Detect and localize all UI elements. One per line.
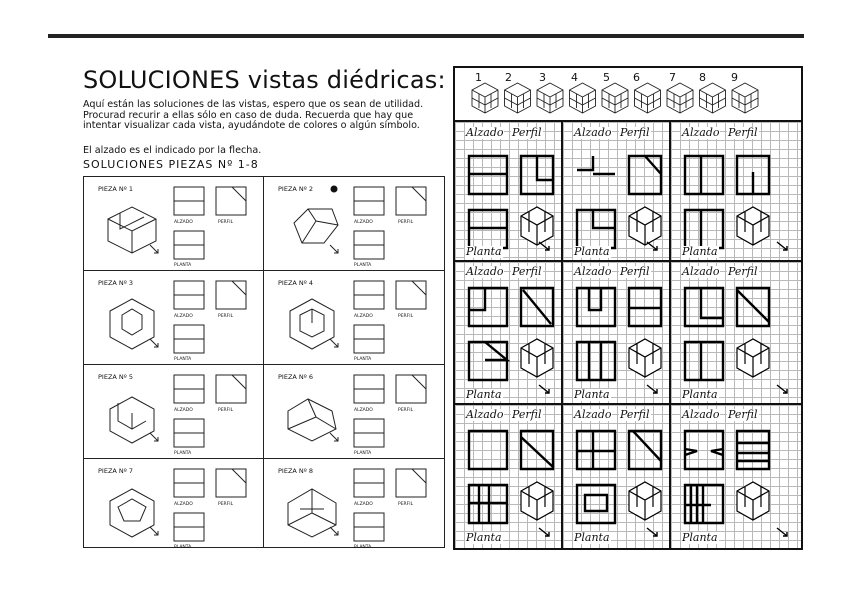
view-drawing-icon — [671, 262, 801, 405]
view-tag: PLANTA — [174, 263, 192, 268]
view-tag: ALZADO — [354, 314, 373, 319]
view-tag: PLANTA — [174, 357, 192, 362]
view-tag: ALZADO — [354, 502, 373, 507]
solution-cell — [671, 122, 801, 262]
piece-number: 8 — [699, 71, 706, 84]
pieza-label: PIEZA Nº 6 — [278, 373, 314, 381]
pieza-cell — [264, 365, 444, 459]
perfil-heading: Perfil — [728, 265, 758, 278]
view-tag: PERFIL — [398, 502, 414, 507]
piece-number: 2 — [505, 71, 512, 84]
view-tag: PERFIL — [218, 502, 234, 507]
piece-number: 6 — [633, 71, 640, 84]
view-tag: PLANTA — [354, 451, 372, 456]
planta-heading: Planta — [682, 388, 718, 401]
pieces-table — [83, 176, 445, 548]
intro-line: intentar visualizar cada vista, ayudándote de colores o algún símbolo. — [83, 120, 420, 132]
pieza-label: PIEZA Nº 5 — [98, 373, 134, 381]
alzado-heading: Alzado — [574, 408, 612, 421]
pieza-cell — [84, 177, 264, 271]
view-tag: ALZADO — [174, 408, 193, 413]
intro-line: Procurad recurir a ellas sólo en caso de duda. Recuerda que hay que — [83, 109, 414, 121]
pieza-cell — [84, 459, 264, 550]
view-tag: PERFIL — [398, 314, 414, 319]
solutions-sheet — [453, 66, 803, 550]
pieza-label: PIEZA Nº 4 — [278, 279, 314, 287]
pieza-cell — [264, 177, 444, 271]
alzado-heading: Alzado — [682, 265, 720, 278]
view-tag: ALZADO — [354, 408, 373, 413]
pieces-strip — [455, 68, 801, 122]
piece-number: 9 — [731, 71, 738, 84]
solution-cell — [563, 122, 671, 262]
view-drawing-icon — [455, 262, 563, 405]
view-tag: PERFIL — [398, 220, 414, 225]
perfil-heading: Perfil — [620, 126, 650, 139]
view-drawing-icon — [563, 262, 671, 405]
perfil-heading: Perfil — [512, 265, 542, 278]
arrow-note: El alzado es el indicado por la flecha. — [83, 145, 262, 156]
piece-number: 4 — [571, 71, 578, 84]
solution-cell — [455, 122, 563, 262]
alzado-heading: Alzado — [574, 265, 612, 278]
solution-cell — [563, 405, 671, 548]
view-drawing-icon — [563, 122, 671, 262]
view-tag: ALZADO — [174, 220, 193, 225]
planta-heading: Planta — [574, 388, 610, 401]
alzado-heading: Alzado — [682, 408, 720, 421]
view-tag: PLANTA — [354, 357, 372, 362]
perfil-heading: Perfil — [512, 408, 542, 421]
view-tag: PLANTA — [354, 545, 372, 550]
planta-heading: Planta — [466, 531, 502, 544]
piece-number: 7 — [669, 71, 676, 84]
alzado-heading: Alzado — [466, 265, 504, 278]
pieza-cell — [264, 271, 444, 365]
view-tag: PLANTA — [174, 545, 192, 550]
pieza-label: PIEZA Nº 8 — [278, 467, 314, 475]
pieza-cell — [84, 365, 264, 459]
solution-cell — [455, 405, 563, 548]
planta-heading: Planta — [682, 531, 718, 544]
alzado-heading: Alzado — [682, 126, 720, 139]
planta-heading: Planta — [574, 531, 610, 544]
view-tag: PERFIL — [398, 408, 414, 413]
view-tag: ALZADO — [174, 502, 193, 507]
solution-cell — [455, 262, 563, 405]
piece-number: 1 — [475, 71, 482, 84]
section-subtitle: SOLUCIONES PIEZAS Nº 1-8 — [83, 158, 259, 171]
view-drawing-icon — [671, 122, 801, 262]
planta-heading: Planta — [466, 245, 502, 258]
view-tag: PERFIL — [218, 408, 234, 413]
perfil-heading: Perfil — [620, 408, 650, 421]
view-drawing-icon — [671, 405, 801, 548]
view-drawing-icon — [563, 405, 671, 548]
pieza-cell — [264, 459, 444, 550]
pieza-label: PIEZA Nº 1 — [98, 185, 134, 193]
intro-text — [83, 100, 453, 132]
pieza-label: PIEZA Nº 7 — [98, 467, 134, 475]
alzado-heading: Alzado — [466, 408, 504, 421]
view-tag: ALZADO — [174, 314, 193, 319]
piece-number: 5 — [603, 71, 610, 84]
planta-heading: Planta — [466, 388, 502, 401]
piece-number: 3 — [539, 71, 546, 84]
planta-heading: Planta — [682, 245, 718, 258]
pieza-label: PIEZA Nº 3 — [98, 279, 134, 287]
perfil-heading: Perfil — [620, 265, 650, 278]
planta-heading: Planta — [574, 245, 610, 258]
perfil-heading: Perfil — [512, 126, 542, 139]
solution-cell — [563, 262, 671, 405]
solution-cell — [671, 262, 801, 405]
view-drawing-icon — [455, 405, 563, 548]
pieza-label: PIEZA Nº 2 — [278, 185, 314, 193]
top-rule — [48, 34, 804, 38]
solution-cell — [671, 405, 801, 548]
pieza-cell — [84, 271, 264, 365]
view-tag: PERFIL — [218, 220, 234, 225]
view-tag: ALZADO — [354, 220, 373, 225]
intro-line: Aquí están las soluciones de las vistas, espero que os sean de utilidad. — [83, 99, 424, 110]
view-tag: PERFIL — [218, 314, 234, 319]
alzado-heading: Alzado — [574, 126, 612, 139]
perfil-heading: Perfil — [728, 408, 758, 421]
alzado-heading: Alzado — [466, 126, 504, 139]
perfil-heading: Perfil — [728, 126, 758, 139]
view-tag: PLANTA — [354, 263, 372, 268]
view-drawing-icon — [455, 122, 563, 262]
view-tag: PLANTA — [174, 451, 192, 456]
page-title: SOLUCIONES vistas diédricas: — [83, 66, 446, 94]
